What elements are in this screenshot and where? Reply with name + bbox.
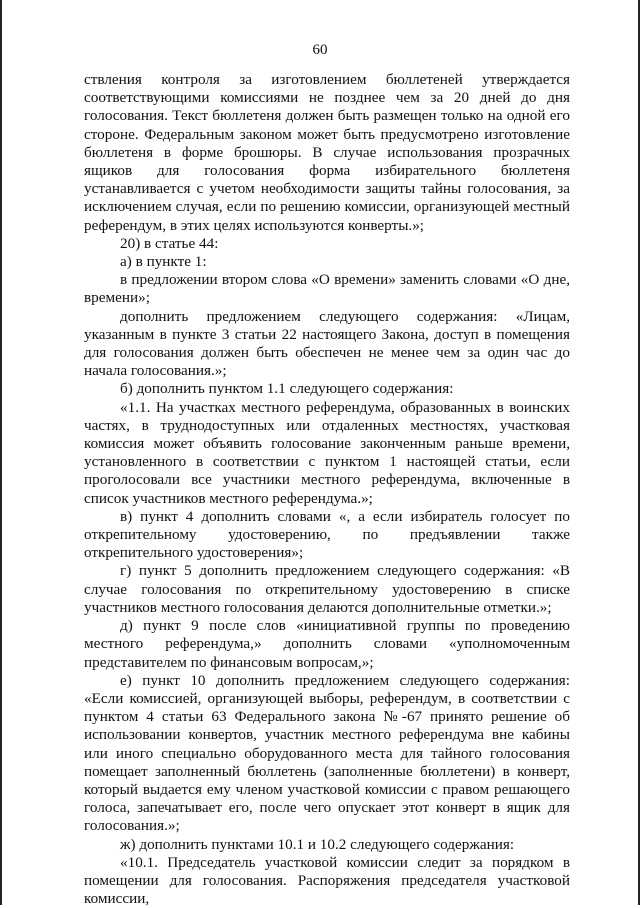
page-number: 60 [312,42,328,58]
paragraph: а) в пункте 1: [120,253,207,271]
paragraph: в) пункт 4 дополнить словами «, а если избиратель голосует по открепительному удостоверению, по предъявлении также открепительного удостоверения»; [84,507,570,562]
paragraph: б) дополнить пунктом 1.1 следующего содержания: [120,380,454,398]
paragraph: ствления контроля за изготовлением бюллетеней утверждается соответствующими комиссиями не позднее чем за 20 дней до дня голосования. Текст бюллетеня должен быть размещен только на одной его стороне. Федеральным законом может быть предусмотрено изготовление бюллетеня в форме брошюры. В случае использования прозрачных ящиков для голосования форма избирательного бюллетеня устанавливается с учетом необходимости защиты тайны голосования, за исключением случая, если по решению комиссии, организующей местный референдум, в этих целях используются конверты.»; [84,71,570,234]
paragraph: е) пункт 10 дополнить предложением следующего содержания: «Если комиссией, организующей выборы, референдум, в соответствии с пунктом 4 статьи 63 Федерального закона №-67 принято решение об использовании конвертов, участник местного референдума вне кабины или иного специально оборудованного места для тайного голосования помещает заполненный бюллетень (заполненные бюллетени) в конверт, который выдается ему членом участковой комиссии с правом решающего голоса, запечатывает его, после чего опускает этот конверт в ящик для голосования.»; [84,671,570,835]
paragraph: д) пункт 9 после слов «инициативной группы по проведению местного референдума,» дополнить словами «уполномоченным представителем по финансовым вопросам,»; [84,617,570,671]
scan-edge-left [0,0,2,905]
paragraph: г) пункт 5 дополнить предложением следующего содержания: «В случае голосования по открепительному удостоверению в списке участников местного голосования делаются дополнительные отметки.»; [84,562,570,616]
paragraph: ж) дополнить пунктами 10.1 и 10.2 следующего содержания: [120,835,515,853]
paragraph: 20) в статье 44: [120,234,219,252]
paragraph: в предложении втором слова «О времени» заменить словами «О дне, времени»; [84,271,570,307]
paragraph: «10.1. Председатель участковой комиссии следит за порядком в помещении для голосования. Распоряжения председателя участковой комиссии, [84,853,570,908]
paragraph: дополнить предложением следующего содержания: «Лицам, указанным в пункте 3 статьи 22 настоящего Закона, доступ в помещения для голосования должен быть обеспечен не менее чем за один час до начала голосования.»; [84,307,570,380]
paragraph: «1.1. На участках местного референдума, образованных в воинских частях, в труднодоступных или отдаленных местностях, участковая комиссия может объявить голосование законченным раньше времени, установленного в соответствии с пунктом 1 настоящей статьи, если проголосовали все участники местного референдума, включенные в список участников местного референдума.»; [84,398,570,507]
document-body [84,71,570,908]
